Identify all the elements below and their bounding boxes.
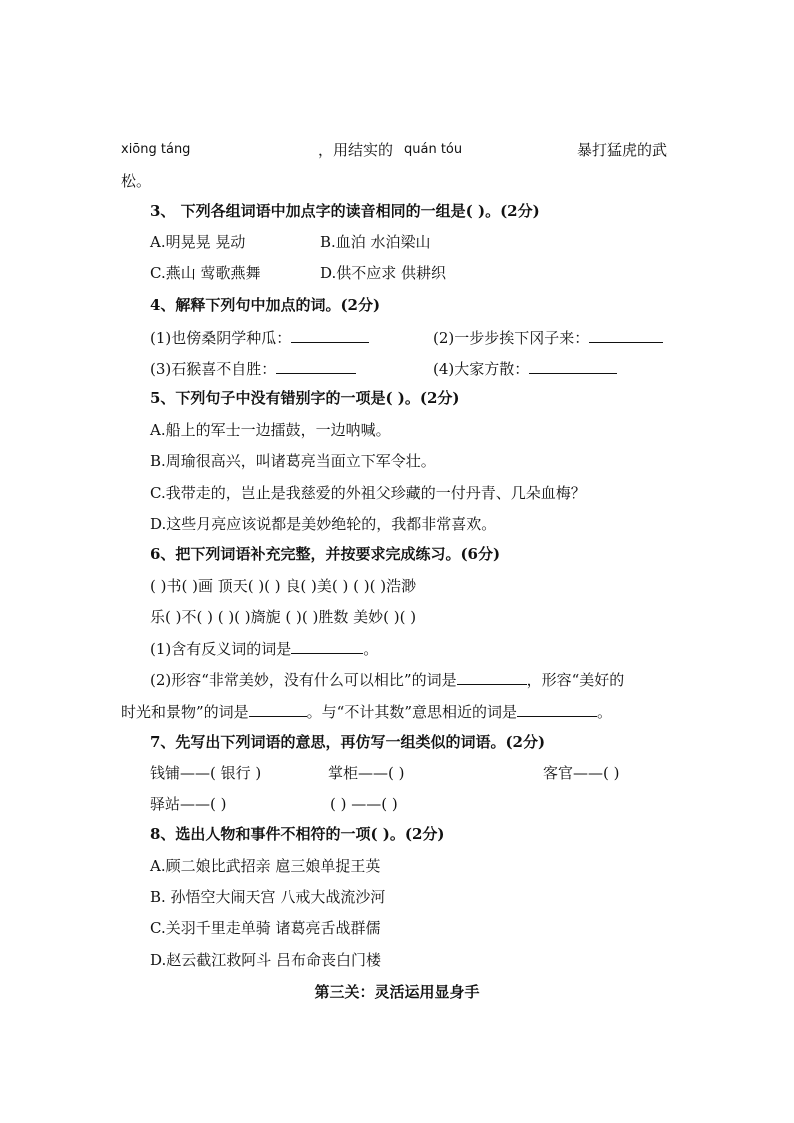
q8-option-a bbox=[0, 854, 794, 878]
q5-option-b bbox=[0, 449, 794, 473]
q8-option-b-text: B. 孙悟空大闹天宫 八戒大战流沙河 bbox=[150, 888, 386, 906]
q6-row2-text: 乐( )不( ) ( )( )旖旎 ( )( )胜数 美妙( )( ) bbox=[150, 608, 417, 626]
q4-item-1-label: (1)也傍桑阴学种瓜： bbox=[150, 329, 292, 347]
q8-option-d bbox=[0, 948, 794, 972]
q8-option-a-text: A.顾二娘比武招亲 扈三娘单捉王英 bbox=[150, 857, 381, 875]
q4-row1 bbox=[0, 325, 794, 349]
q3-option-b: B.血泊 水泊梁山 bbox=[320, 233, 431, 251]
q6-sub2-label-d: 。与“不计其数”意思相近的词是 bbox=[306, 703, 518, 721]
pinyin-line-mid: ，用结实的 bbox=[318, 141, 394, 159]
q6-row1 bbox=[0, 574, 794, 598]
q3-title bbox=[0, 199, 794, 223]
q8-title bbox=[0, 822, 794, 846]
q8-option-b bbox=[0, 885, 794, 909]
q8-option-d-text: D.赵云截江救阿斗 吕布命丧白门楼 bbox=[150, 951, 382, 969]
q5-option-d bbox=[0, 512, 794, 536]
q6-sub2-cont bbox=[0, 699, 794, 723]
pinyin-line bbox=[0, 138, 794, 162]
q4-item-2-label: (2)一步步挨下冈子来： bbox=[433, 329, 590, 347]
q6-sub1 bbox=[0, 636, 794, 660]
q8-option-c-text: C.关羽千里走单骑 诸葛亮舌战群儒 bbox=[150, 919, 381, 937]
q6-sub2-label-c: 时光和景物”的词是 bbox=[121, 703, 249, 721]
answer-blank[interactable] bbox=[249, 699, 307, 717]
q6-sub1-end: 。 bbox=[363, 640, 379, 658]
q5-option-c-text: C.我带走的，岂止是我慈爱的外祖父珍藏的一付丹青、几朵血梅？ bbox=[150, 484, 586, 502]
q6-sub2-cont-content bbox=[121, 699, 612, 724]
q5-option-a bbox=[0, 418, 794, 442]
q5-option-a-text: A.船上的军士一边擂鼓，一边呐喊。 bbox=[150, 421, 391, 439]
q3-option-d: D.供不应求 供耕织 bbox=[320, 264, 447, 282]
q7-item-custom: ( ) ——( ) bbox=[330, 795, 398, 813]
q6-sub1-content bbox=[150, 636, 378, 661]
pinyin-xiong-tang: xiōng táng bbox=[121, 142, 191, 157]
q3-row1 bbox=[0, 230, 794, 254]
pinyin-line-tail: 暴打猛虎的武 bbox=[577, 141, 668, 159]
q6-title bbox=[0, 542, 794, 566]
q3-title-text: 3、 下列各组词语中加点字的读音相同的一组是( )。(2分) bbox=[150, 202, 540, 220]
q3-row2 bbox=[0, 261, 794, 285]
answer-blank[interactable] bbox=[291, 636, 363, 654]
q4-title-text: 4、解释下列句中加点的词。(2分) bbox=[150, 296, 381, 314]
q6-row1-text: ( )书( )画 顶天( )( ) 良( )美( ) ( )( )浩渺 bbox=[150, 577, 417, 595]
answer-blank[interactable] bbox=[291, 325, 369, 343]
q6-sub2 bbox=[0, 667, 794, 691]
q7-item-yizhan: 驿站——( ) bbox=[150, 795, 227, 813]
section-3-heading: 第三关：灵活运用显身手 bbox=[314, 983, 480, 1001]
q7-item-keguan: 客官——( ) bbox=[543, 764, 620, 782]
q4-item-4-label: (4)大家方散： bbox=[433, 360, 530, 378]
q4-item-4 bbox=[433, 356, 617, 381]
q8-title-text: 8、选出人物和事件不相符的一项( )。(2分) bbox=[150, 825, 445, 843]
q7-item-qianpu: 钱铺——( 银行 ) bbox=[150, 764, 262, 782]
pinyin-quan-tou: quán tóu bbox=[404, 142, 463, 157]
q6-sub2-label-b: ，形容“美好的 bbox=[526, 671, 625, 689]
q4-item-2 bbox=[433, 325, 663, 350]
q4-item-3 bbox=[150, 356, 356, 381]
answer-blank[interactable] bbox=[457, 667, 527, 685]
q7-title bbox=[0, 730, 794, 754]
q4-row2 bbox=[0, 356, 794, 380]
answer-blank[interactable] bbox=[529, 356, 617, 374]
answer-blank[interactable] bbox=[276, 356, 356, 374]
q6-sub2-content bbox=[150, 667, 624, 692]
q5-option-d-text: D.这些月亮应该说都是美妙绝轮的，我都非常喜欢。 bbox=[150, 515, 497, 533]
q7-title-text: 7、先写出下列词语的意思，再仿写一组类似的词语。(2分) bbox=[150, 733, 546, 751]
answer-blank[interactable] bbox=[589, 325, 663, 343]
q6-sub1-label: (1)含有反义词的词是 bbox=[150, 640, 292, 658]
wrap-line bbox=[0, 169, 794, 193]
q7-item-zhanggui: 掌柜——( ) bbox=[328, 764, 405, 782]
q4-item-1 bbox=[150, 325, 369, 350]
q6-sub2-end: 。 bbox=[597, 703, 613, 721]
q5-title-text: 5、下列句子中没有错别字的一项是( )。(2分) bbox=[150, 389, 460, 407]
q4-title bbox=[0, 293, 794, 317]
q5-option-c bbox=[0, 481, 794, 505]
answer-blank[interactable] bbox=[517, 699, 597, 717]
q3-option-a: A.明晃晃 晃动 bbox=[150, 233, 246, 251]
q4-item-3-label: (3)石猴喜不自胜： bbox=[150, 360, 277, 378]
q5-option-b-text: B.周瑜很高兴，叫诸葛亮当面立下军令壮。 bbox=[150, 452, 436, 470]
q6-row2 bbox=[0, 605, 794, 629]
q6-title-text: 6、把下列词语补充完整，并按要求完成练习。(6分) bbox=[150, 545, 501, 563]
q8-option-c bbox=[0, 916, 794, 940]
q7-row2 bbox=[0, 792, 794, 816]
q5-title bbox=[0, 386, 794, 410]
wrap-text: 松。 bbox=[121, 172, 152, 190]
q7-row1 bbox=[0, 761, 794, 785]
q6-sub2-label: (2)形容“非常美妙，没有什么可以相比”的词是 bbox=[150, 671, 457, 689]
q3-option-c: C.燕山 莺歌燕舞 bbox=[150, 264, 261, 282]
